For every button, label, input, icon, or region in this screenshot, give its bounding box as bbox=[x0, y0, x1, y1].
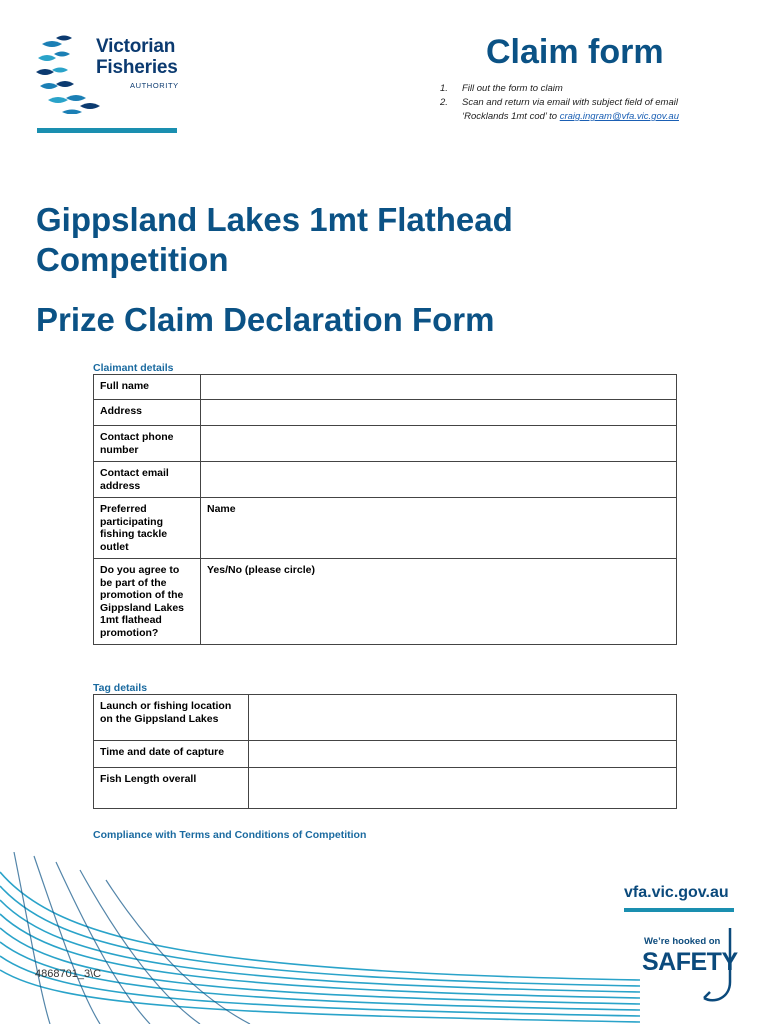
table-row bbox=[94, 400, 677, 426]
capture-time-field[interactable] bbox=[249, 741, 677, 768]
email-field[interactable] bbox=[201, 462, 677, 498]
table-row bbox=[94, 741, 677, 768]
phone-field[interactable] bbox=[201, 426, 677, 462]
vfa-url: vfa.vic.gov.au bbox=[624, 884, 729, 901]
step-text: Scan and return via email with subject field of email bbox=[462, 97, 678, 108]
claimant-details-label: Claimant details bbox=[93, 362, 174, 374]
instructions-list bbox=[440, 82, 679, 124]
tag-details-table bbox=[93, 694, 677, 809]
step-number: 1. bbox=[440, 83, 448, 94]
document-id: 4868701_3\C bbox=[35, 968, 102, 980]
fish-hook-icon bbox=[678, 924, 742, 1008]
row-label: Do you agree to be part of the promotion of the Gippsland Lakes 1mt flathead promotion? bbox=[94, 559, 201, 645]
safety-slogan: We’re hooked on bbox=[644, 936, 721, 947]
table-row bbox=[94, 462, 677, 498]
row-label: Preferred participating fishing tackle outlet bbox=[94, 498, 201, 559]
instruction-continuation bbox=[440, 110, 679, 124]
table-row bbox=[94, 695, 677, 741]
instruction-step bbox=[440, 82, 679, 96]
location-field[interactable] bbox=[249, 695, 677, 741]
vfa-logo bbox=[34, 30, 179, 136]
row-label: Fish Length overall bbox=[94, 768, 249, 809]
instruction-step bbox=[440, 96, 679, 110]
table-row bbox=[94, 768, 677, 809]
full-name-field[interactable] bbox=[201, 375, 677, 400]
row-label: Contact email address bbox=[94, 462, 201, 498]
logo-line-3: AUTHORITY bbox=[130, 81, 179, 90]
address-field[interactable] bbox=[201, 400, 677, 426]
logo-underline bbox=[37, 128, 177, 133]
row-label: Launch or fishing location on the Gippsland Lakes bbox=[94, 695, 249, 741]
logo-line-1: Victorian bbox=[96, 36, 176, 57]
claimant-details-table bbox=[93, 374, 677, 645]
wave-lines-decoration bbox=[0, 852, 640, 1024]
competition-heading: Gippsland Lakes 1mt Flathead Competition bbox=[36, 201, 513, 278]
subject-text: ‘Rocklands 1mt cod’ to bbox=[462, 111, 560, 122]
tackle-outlet-field[interactable]: Name bbox=[201, 498, 677, 559]
tag-details-label: Tag details bbox=[93, 682, 148, 694]
safety-badge bbox=[632, 924, 742, 1008]
email-link[interactable]: craig.ingram@vfa.vic.gov.au bbox=[559, 111, 679, 122]
row-label: Address bbox=[94, 400, 201, 426]
step-text: Fill out the form to claim bbox=[462, 83, 563, 94]
claim-form-title: Claim form bbox=[486, 33, 664, 71]
logo-line-2: Fisheries bbox=[96, 57, 178, 78]
row-label: Time and date of capture bbox=[94, 741, 249, 768]
step-number: 2. bbox=[440, 97, 448, 108]
table-row bbox=[94, 375, 677, 400]
url-underline bbox=[624, 908, 734, 912]
table-row bbox=[94, 426, 677, 462]
row-label: Full name bbox=[94, 375, 201, 400]
table-row bbox=[94, 559, 677, 645]
promotion-consent-field[interactable]: Yes/No (please circle) bbox=[201, 559, 677, 645]
safety-word: SAFETY bbox=[642, 948, 738, 976]
form-heading: Prize Claim Declaration Form bbox=[36, 301, 495, 338]
table-row bbox=[94, 498, 677, 559]
row-label: Contact phone number bbox=[94, 426, 201, 462]
compliance-label: Compliance with Terms and Conditions of Competition bbox=[93, 829, 367, 841]
fish-length-field[interactable] bbox=[249, 768, 677, 809]
